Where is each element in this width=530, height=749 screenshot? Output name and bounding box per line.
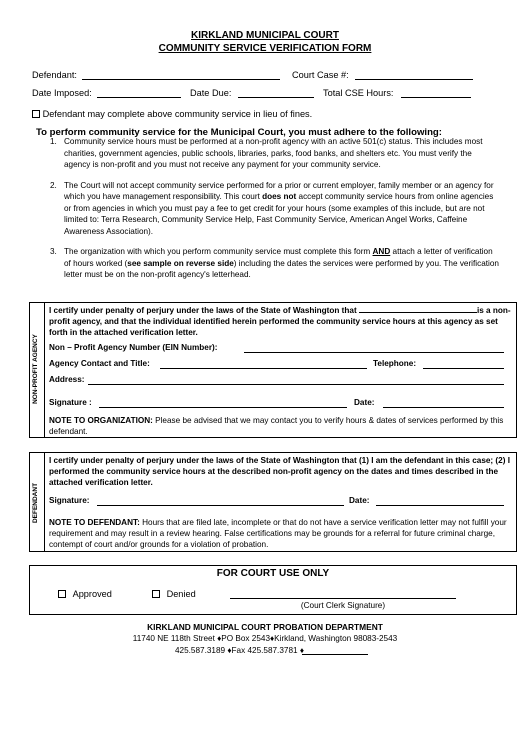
footer-blank-line <box>302 654 368 655</box>
ein-field[interactable] <box>244 352 504 353</box>
item-number: 1. <box>50 137 57 146</box>
agency-signature-field[interactable] <box>99 407 347 408</box>
defendant-date-field[interactable] <box>376 505 504 506</box>
defendant-side-label: DEFENDANT <box>32 482 39 524</box>
ein-label: Non – Profit Agency Number (EIN Number): <box>49 343 218 352</box>
instructions-heading: To perform community service for the Municipal Court, you must adhere to the following: <box>36 127 442 138</box>
defendant-divider <box>44 452 45 552</box>
denied-checkbox[interactable] <box>152 590 160 598</box>
defendant-signature-field[interactable] <box>97 505 344 506</box>
agency-date-field[interactable] <box>383 407 504 408</box>
court-case-label: Court Case #: <box>292 70 349 80</box>
footer-department: KIRKLAND MUNICIPAL COURT PROBATION DEPARTMENT <box>147 622 383 632</box>
clerk-signature-label: (Court Clerk Signature) <box>300 601 386 610</box>
date-imposed-field[interactable] <box>97 97 181 98</box>
defendant-signature-label: Signature: <box>49 496 90 505</box>
agency-signature-label: Signature : <box>49 398 92 407</box>
lieu-checkbox-label: Defendant may complete above community service in lieu of fines. <box>42 109 313 119</box>
defendant-date-label: Date: <box>349 496 370 505</box>
item-number: 2. <box>50 180 57 190</box>
denied-option[interactable]: Denied <box>152 589 196 599</box>
instruction-item: 2. The Court will not accept community service performed for a prior or current employer, family member or an agency for which you have management responsibility. This court does not accept community service hours from online agencies or from agencies in which you must pay a fee to get credit for your hours (some examples of this include, but are not limited to: Terra Research, Community Service Help, Fast Community Service, American Angel Works, Caffeine Awareness Association). <box>50 180 494 236</box>
agency-date-label: Date: <box>354 398 375 407</box>
telephone-field[interactable] <box>423 368 504 369</box>
court-use-title: FOR COURT USE ONLY <box>216 568 330 579</box>
agency-name-field[interactable] <box>359 305 477 313</box>
telephone-label: Telephone: <box>373 359 417 368</box>
note-to-organization: NOTE TO ORGANIZATION: Please be advised that we may contact you to verify hours & dates of services performed by this defendant. <box>49 416 504 436</box>
defendant-label: Defendant: <box>32 70 77 80</box>
instruction-item: 3. The organization with which you perform community service must complete this form AND attach a letter of verification of hours worked (see sample on reverse side) including the dates the services were performed by you. The verification letter must be on the non-profit agency's letterhead. <box>50 247 499 279</box>
agency-certification: I certify under penalty of perjury under the laws of the State of Washington that is a non-profit agency, and that the individual identified herein performed the community service hours at this agency as set forth in the attached verification letter. <box>49 306 511 337</box>
footer-phone: 425.587.3189 ♦Fax 425.587.3781 ♦ <box>175 646 304 655</box>
emphasis: AND <box>372 247 391 256</box>
total-cse-hours-label: Total CSE Hours: <box>323 88 394 98</box>
clerk-signature-field[interactable] <box>230 598 456 599</box>
total-cse-hours-field[interactable] <box>401 97 471 98</box>
defendant-certification: I certify under penalty of perjury under the laws of the State of Washington that (1) I am the defendant in this case; (2) I performed the community service hours at the described non-profit agency on the dates and times described in the attached verification letter. <box>49 456 510 487</box>
item-number: 3. <box>50 247 57 256</box>
defendant-field[interactable] <box>82 79 280 80</box>
approved-checkbox[interactable] <box>58 590 66 598</box>
address-field[interactable] <box>88 384 504 385</box>
address-label: Address: <box>49 375 85 384</box>
instructions-list <box>50 136 500 288</box>
form-title: COMMUNITY SERVICE VERIFICATION FORM <box>158 43 372 54</box>
footer-address: 11740 NE 118th Street ♦PO Box 2543♦Kirkland, Washington 98083-2543 <box>132 634 398 643</box>
agency-contact-label: Agency Contact and Title: <box>49 359 150 368</box>
agency-contact-field[interactable] <box>160 368 367 369</box>
date-due-field[interactable] <box>238 97 314 98</box>
lieu-option[interactable] <box>32 109 312 119</box>
instruction-item <box>50 136 500 171</box>
date-due-label: Date Due: <box>190 88 232 98</box>
note-to-defendant: NOTE TO DEFENDANT: Hours that are filed late, incomplete or that do not have a service verification letter may not fulfill your requirement and may result in a review hearing. False certifications may be grounds for a referral for future criminal charge, contempt of court and/or grounds for a violation of probation. <box>49 518 507 549</box>
agency-divider <box>44 302 45 438</box>
approved-option[interactable]: Approved <box>58 589 112 599</box>
date-imposed-label: Date Imposed: <box>32 88 92 98</box>
court-case-field[interactable] <box>355 79 473 80</box>
emphasis: does not <box>262 192 297 201</box>
court-title: KIRKLAND MUNICIPAL COURT <box>191 30 339 41</box>
item-text: Community service hours must be performed at a non-profit agency with an active 501(c) status. This includes most charities, government agencies, public schools, libraries, parks, food banks, and shelters etc. You must verify the agency is non-profit and you must not receive any payment for your community service. <box>64 137 483 169</box>
emphasis: see sample on reverse side <box>127 258 234 268</box>
agency-side-label: NON-PROFIT AGENCY <box>32 334 39 404</box>
lieu-checkbox[interactable] <box>32 110 40 118</box>
